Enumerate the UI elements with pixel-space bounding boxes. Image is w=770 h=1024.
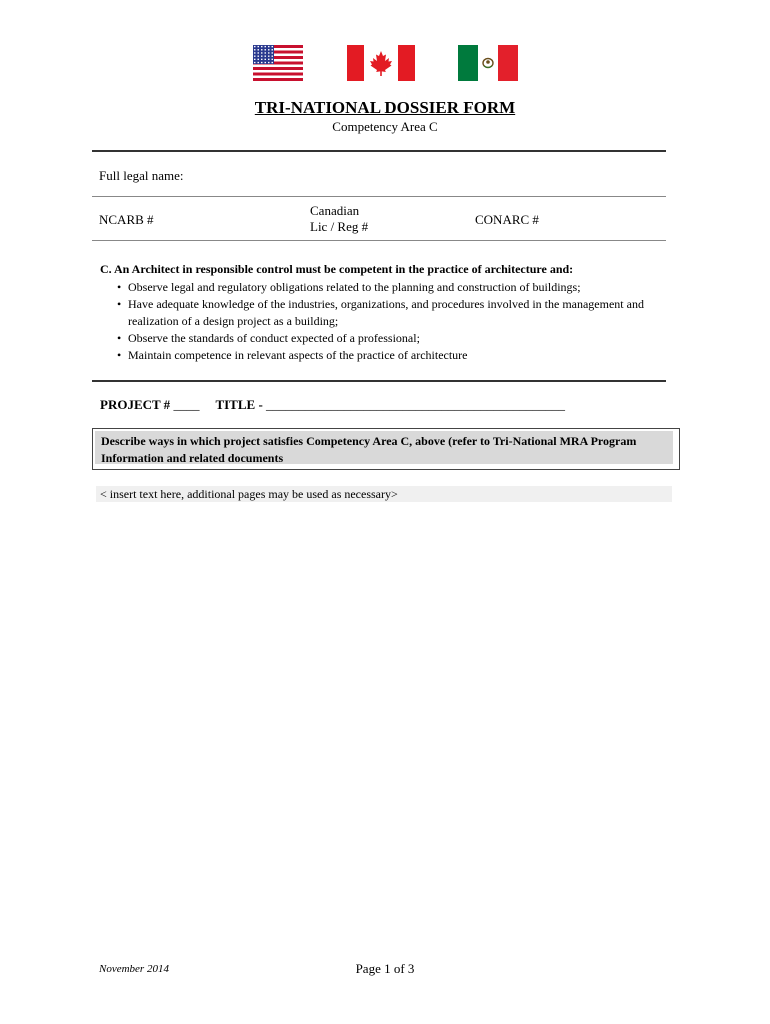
project-number-label: PROJECT # [100, 397, 171, 412]
project-title-field[interactable]: ______________________________________________ [266, 397, 566, 412]
canadian-label-line2: Lic / Reg # [310, 219, 369, 234]
project-title-label: TITLE - [215, 397, 263, 412]
canadian-label-line1: Canadian [310, 203, 360, 218]
describe-box [92, 428, 680, 470]
mexico-flag-icon [458, 45, 518, 81]
conarc-label: CONARC # [475, 212, 539, 227]
list-item: • Observe legal and regulatory obligations related to the planning and construction of buildings; [128, 279, 670, 296]
full-legal-name-label: Full legal name: [99, 168, 184, 183]
list-item: • Observe the standards of conduct expected of a professional; [128, 330, 670, 347]
footer-date: November 2014 [99, 963, 169, 975]
list-item: • Have adequate knowledge of the industries, organizations, and procedures involved in the management and realization of a design project as a building; [128, 296, 670, 330]
ncarb-label: NCARB # [99, 212, 154, 227]
project-number-field[interactable]: ____ [173, 397, 200, 412]
insert-text-field[interactable]: < insert text here, additional pages may be used as necessary> [96, 486, 672, 502]
page-subtitle: Competency Area C [332, 119, 438, 134]
project-row [100, 397, 565, 413]
name-divider [92, 196, 666, 197]
page-title: TRI-NATIONAL DOSSIER FORM [254, 98, 516, 117]
numbers-divider [92, 240, 666, 241]
flags-row [0, 45, 770, 83]
requirements-list [100, 279, 670, 364]
canadian-lic-label [310, 203, 368, 235]
us-flag-icon [253, 45, 303, 81]
list-item: • Maintain competence in relevant aspects of the practice of architecture [128, 347, 670, 364]
page-number: Page 1 of 3 [355, 961, 415, 976]
header-divider [92, 150, 666, 152]
canada-flag-icon [347, 45, 415, 81]
section-divider [92, 380, 666, 382]
competency-section [100, 262, 670, 364]
section-heading: C. An Architect in responsible control must be competent in the practice of architecture and: [100, 262, 574, 276]
describe-instructions: Describe ways in which project satisfies Competency Area C, above (refer to Tri-National MRA Program Information and related documents [95, 431, 673, 464]
